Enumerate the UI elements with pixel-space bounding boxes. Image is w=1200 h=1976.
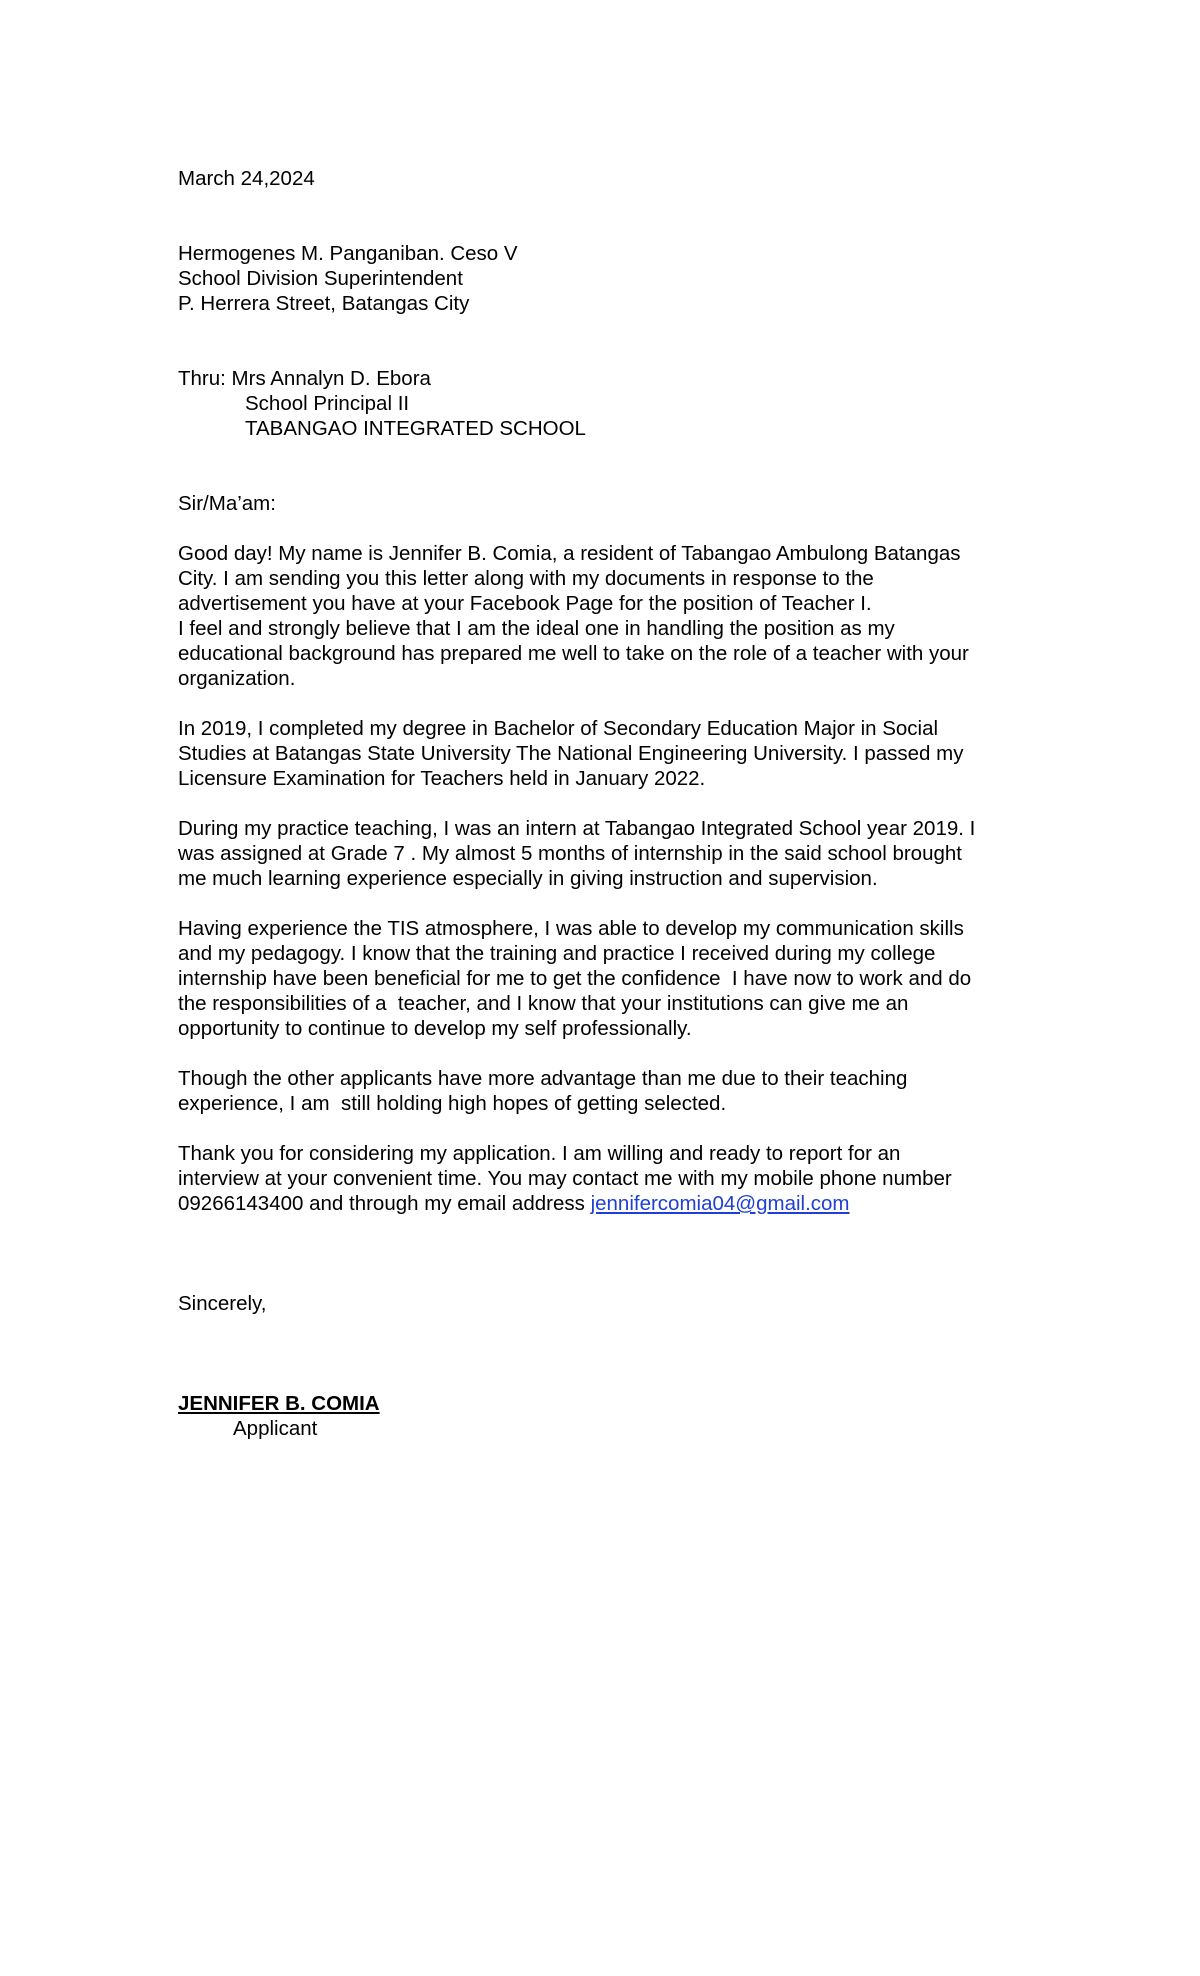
paragraph-line: I feel and strongly believe that I am the ideal one in handling the position as my [178,617,895,640]
recipient-block [178,241,1048,316]
thru-title: School Principal II [245,392,410,415]
paragraph-line: internship have been beneficial for me to get the confidence I have now to work and do [178,967,972,990]
paragraph-hopes [178,1066,1048,1116]
paragraph-line: organization. [178,667,296,690]
paragraph-line: opportunity to continue to develop my self professionally. [178,1017,692,1040]
paragraph-line: Licensure Examination for Teachers held in January 2022. [178,767,706,790]
paragraph-line: me much learning experience especially in giving instruction and supervision. [178,867,878,890]
paragraph-line: In 2019, I completed my degree in Bachelor of Secondary Education Major in Social [178,717,939,740]
paragraph-line: experience, I am still holding high hopes of getting selected. [178,1092,727,1115]
paragraph-line: City. I am sending you this letter along with my documents in response to the [178,567,874,590]
paragraph-line: Thank you for considering my application. I am willing and ready to report for an [178,1142,901,1165]
paragraph-line: and my pedagogy. I know that the training and practice I received during my college [178,942,936,965]
paragraph-line: interview at your convenient time. You may contact me with my mobile phone number [178,1167,952,1190]
signature-role: Applicant [233,1417,318,1440]
paragraph-line: Good day! My name is Jennifer B. Comia, a resident of Tabangao Ambulong Batangas [178,542,961,565]
contact-prefix: 09266143400 and through my email address [178,1192,591,1215]
paragraph-line: Having experience the TIS atmosphere, I was able to develop my communication skills [178,917,964,940]
letter-date: March 24,2024 [178,167,315,190]
recipient-title: School Division Superintendent [178,267,463,290]
paragraph-line: Though the other applicants have more advantage than me due to their teaching [178,1067,908,1090]
paragraph-line: Studies at Batangas State University The National Engineering University. I passed my [178,742,964,765]
salutation: Sir/Ma’am: [178,492,276,515]
paragraph-practice-teaching [178,816,1048,891]
thru-block [178,366,1048,441]
thru-school: TABANGAO INTEGRATED SCHOOL [245,417,586,440]
paragraph-education [178,716,1048,791]
signature-name: JENNIFER B. COMIA [178,1392,380,1415]
paragraph-experience [178,916,1048,1041]
recipient-name: Hermogenes M. Panganiban. Ceso V [178,242,518,265]
letter-body [178,166,1048,1441]
closing: Sincerely, [178,1292,267,1315]
paragraph-line: During my practice teaching, I was an intern at Tabangao Integrated School year 2019. I [178,817,976,840]
thru-line: Thru: Mrs Annalyn D. Ebora [178,367,431,390]
contact-line [178,1191,1048,1216]
paragraph-line: the responsibilities of a teacher, and I know that your institutions can give me an [178,992,909,1015]
email-link[interactable]: jennifercomia04@gmail.com [590,1192,850,1215]
paragraph-intro [178,541,1048,691]
paragraph-line: advertisement you have at your Facebook Page for the position of Teacher I. [178,592,872,615]
paragraph-line: was assigned at Grade 7 . My almost 5 months of internship in the said school brought [178,842,962,865]
signature-block [178,1391,1048,1441]
recipient-address: P. Herrera Street, Batangas City [178,292,470,315]
paragraph-line: educational background has prepared me well to take on the role of a teacher with your [178,642,969,665]
paragraph-closing [178,1141,1048,1216]
